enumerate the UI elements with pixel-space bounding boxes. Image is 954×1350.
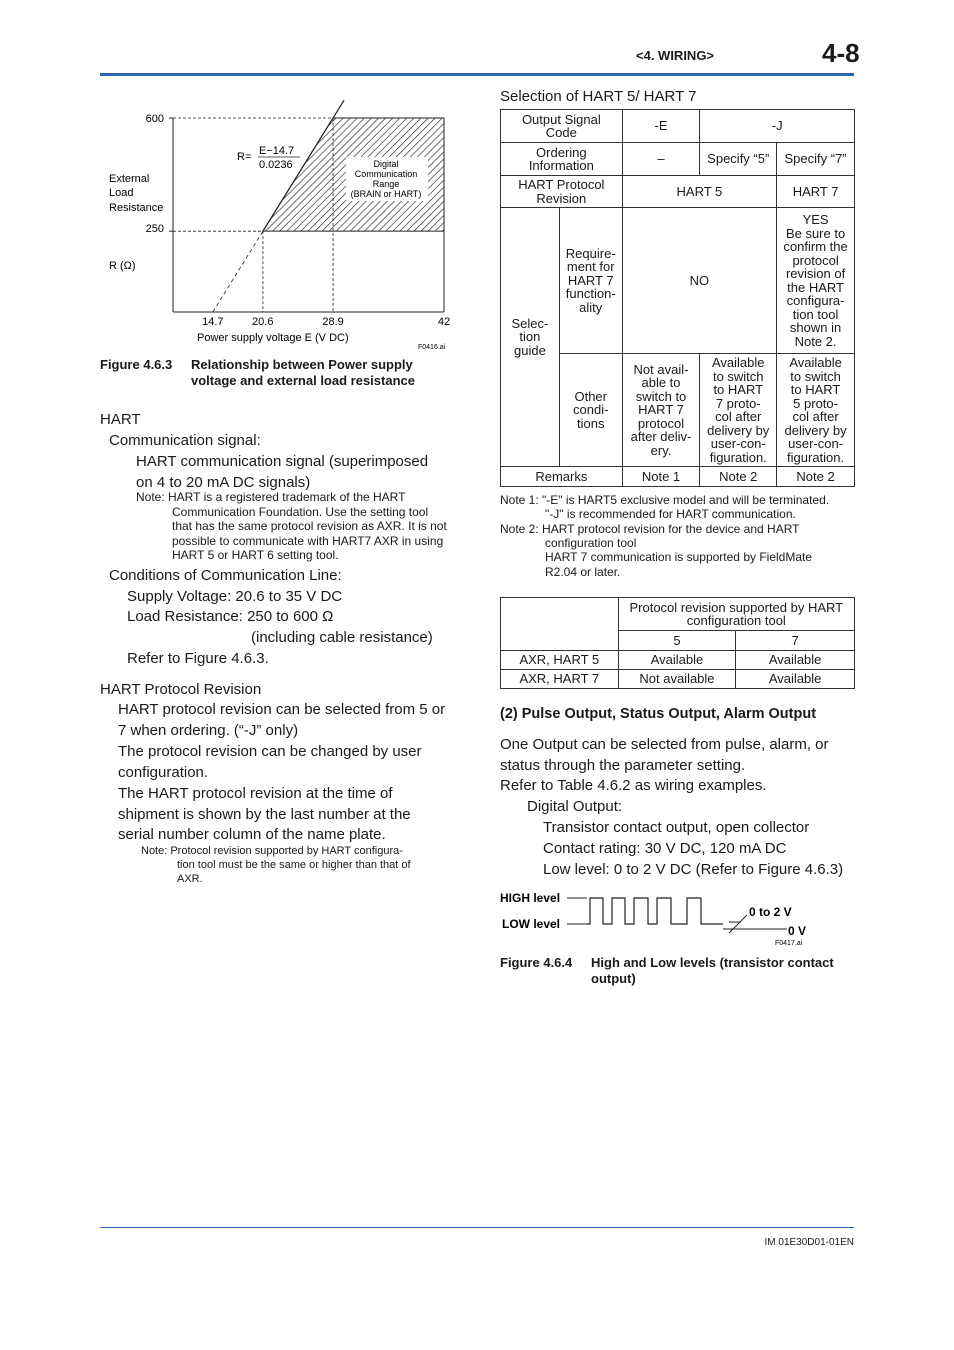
digital-output-label: Digital Output: [527,798,623,815]
cell: YES Be sure to confirm the protocol revision of the HART configura- tion tool shown in Note 2. [777,208,855,354]
conditions-label: Conditions of Communication Line: [109,567,342,584]
body-line: status through the parameter setting. [500,757,746,774]
header-rule [100,73,854,76]
body-line: Low level: 0 to 2 V DC (Refer to Figure 4.6.3) [543,861,844,878]
note-line: Note 1: "-E" is HART5 exclusive model and will be terminated. [500,493,830,507]
body-line: serial number column of the name plate. [118,826,386,843]
body-line: 7 when ordering. (“-J” only) [118,722,299,739]
cable-resistance: (including cable resistance) [251,629,433,646]
formula-numerator: E−14.7 [259,145,295,157]
row-label: AXR, HART 7 [501,670,619,689]
y-axis-unit: R (Ω) [109,260,136,272]
row-label: Ordering Information [501,143,623,176]
row-label: Other condi- tions [559,354,622,467]
cell: HART 5 [622,176,776,208]
selection-table [500,109,855,487]
x-tick-label: 20.6 [252,316,274,328]
note-line: HART 5 or HART 6 setting tool. [172,548,339,562]
body-line: HART communication signal (superimposed [136,453,429,470]
x-tick-label: 14.7 [202,316,224,328]
note-line: Note: Protocol revision supported by HART configura- [141,845,403,857]
protocol-table [500,597,855,689]
figure-caption: voltage and external load resistance [191,373,415,388]
low-level-label: LOW level [502,917,561,931]
figure-caption: High and Low levels (transistor contact [591,955,834,970]
cell: Note 1 [622,467,700,487]
section-title: <4. WIRING> [636,48,715,63]
note-line: possible to communicate with HART7 AXR in using [172,534,444,548]
cell: Note 2 [700,467,777,487]
note-line: R2.04 or later. [545,565,621,579]
note-line: AXR. [177,873,203,885]
row-label: HART Protocol Revision [501,176,623,208]
zero-volt-label: 0 V [788,924,807,938]
x-tick-label: 28.9 [322,316,344,328]
body-line: Refer to Table 4.6.2 as wiring examples. [500,777,767,794]
cell: Available [736,670,855,689]
note-line: Note: HART is a registered trademark of the HART [136,490,406,504]
x-axis-label: Power supply voltage E (V DC) [197,332,349,344]
column-header: 5 [618,631,736,651]
figure-caption: output) [591,971,636,986]
high-level-label: HIGH level [500,891,561,905]
y-axis-label: Load [109,187,134,199]
body-line: HART protocol revision can be selected from 5 or [118,701,446,718]
column-header: 7 [736,631,855,651]
empty-cell [501,598,619,651]
cell: -E [622,110,700,143]
note-line: that has the same protocol revision as AXR. It is not [172,519,447,533]
formula-prefix: R= [237,151,252,163]
body-line: One Output can be selected from pulse, alarm, or [500,736,829,753]
page-number: 4-8 [822,38,860,68]
y-tick-label: 250 [145,223,164,235]
load-line-dashed [213,231,263,312]
section-heading: (2) Pulse Output, Status Output, Alarm Output [500,706,817,722]
refer-figure: Refer to Figure 4.6.3. [127,650,269,667]
body-line: on 4 to 20 mA DC signals) [136,474,311,491]
note-line: tion tool must be the same or higher than that of [177,859,411,871]
row-label: Remarks [501,467,623,487]
figure-4-6-3-chart [100,85,470,355]
cell: Note 2 [777,467,855,487]
figure-number: Figure 4.6.4 [500,955,573,970]
load-resistance: Load Resistance: 250 to 600 Ω [127,608,334,625]
body-line: The HART protocol revision at the time of [118,785,393,802]
revision-heading: HART Protocol Revision [100,681,262,698]
row-label: Require- ment for HART 7 function- ality [559,208,622,354]
y-tick-label: 600 [145,113,164,125]
body-line: The protocol revision can be changed by user [118,743,422,760]
cell: Not avail- able to switch to HART 7 protocol after deliv- ery. [622,354,700,467]
cell: Specify “5” [700,143,777,176]
comm-signal-label: Communication signal: [109,432,261,449]
region-label: Communication [354,169,418,179]
hart-heading: HART [100,411,141,428]
pulse-waveform [587,898,723,924]
x-tick-label: 42 [437,316,451,328]
footer-rule [100,1227,854,1228]
cell: NO [622,208,776,354]
cell: Available [618,651,736,670]
column-header: Protocol revision supported by HART configuration tool [618,598,854,631]
supply-voltage: Supply Voltage: 20.6 to 35 V DC [127,588,343,605]
cell: Not available [618,670,736,689]
body-line: shipment is shown by the last number at the [118,806,411,823]
region-label: Range [372,179,400,189]
cell: Available to switch to HART 5 proto- col after delivery by user-con- figuration. [777,354,855,467]
region-label: Digital [373,159,399,169]
body-line: configuration. [118,764,209,781]
cell: Specify “7” [777,143,855,176]
note-line: configuration tool [545,536,637,550]
region-label: (BRAIN or HART) [350,189,422,199]
range-label: 0 to 2 V [749,905,792,919]
y-axis-label: Resistance [109,202,164,214]
note-line: Communication Foundation. Use the setting tool [172,505,429,519]
note-line: Note 2: HART protocol revision for the device and HART [500,522,800,536]
selection-title: Selection of HART 5/ HART 7 [500,88,697,105]
body-line: Contact rating: 30 V DC, 120 mA DC [543,840,787,857]
cell: Available [736,651,855,670]
cell: Available to switch to HART 7 proto- col after delivery by user-con- figuration. [700,354,777,467]
row-label: AXR, HART 5 [501,651,619,670]
figure-number: Figure 4.6.3 [100,357,173,372]
cell: -J [700,110,855,143]
selection-guide-label: Selec- tion guide [501,208,560,467]
note-line: HART 7 communication is supported by FieldMate [545,550,813,564]
cell: – [622,143,700,176]
document-id: IM 01E30D01-01EN [764,1237,854,1248]
figure-caption: Relationship between Power supply [191,357,413,372]
range-leader [729,915,747,933]
row-label: Output Signal Code [501,110,623,143]
cell: HART 7 [777,176,855,208]
figure-4-6-4-waveform [495,885,815,950]
figure-file-id: F0417.ai [775,940,803,947]
note-line: "-J" is recommended for HART communication. [545,507,796,521]
y-axis-label: External [109,173,150,185]
formula-denominator: 0.0236 [259,159,293,171]
body-line: Transistor contact output, open collector [543,819,810,836]
figure-file-id: F0416.ai [418,344,446,351]
